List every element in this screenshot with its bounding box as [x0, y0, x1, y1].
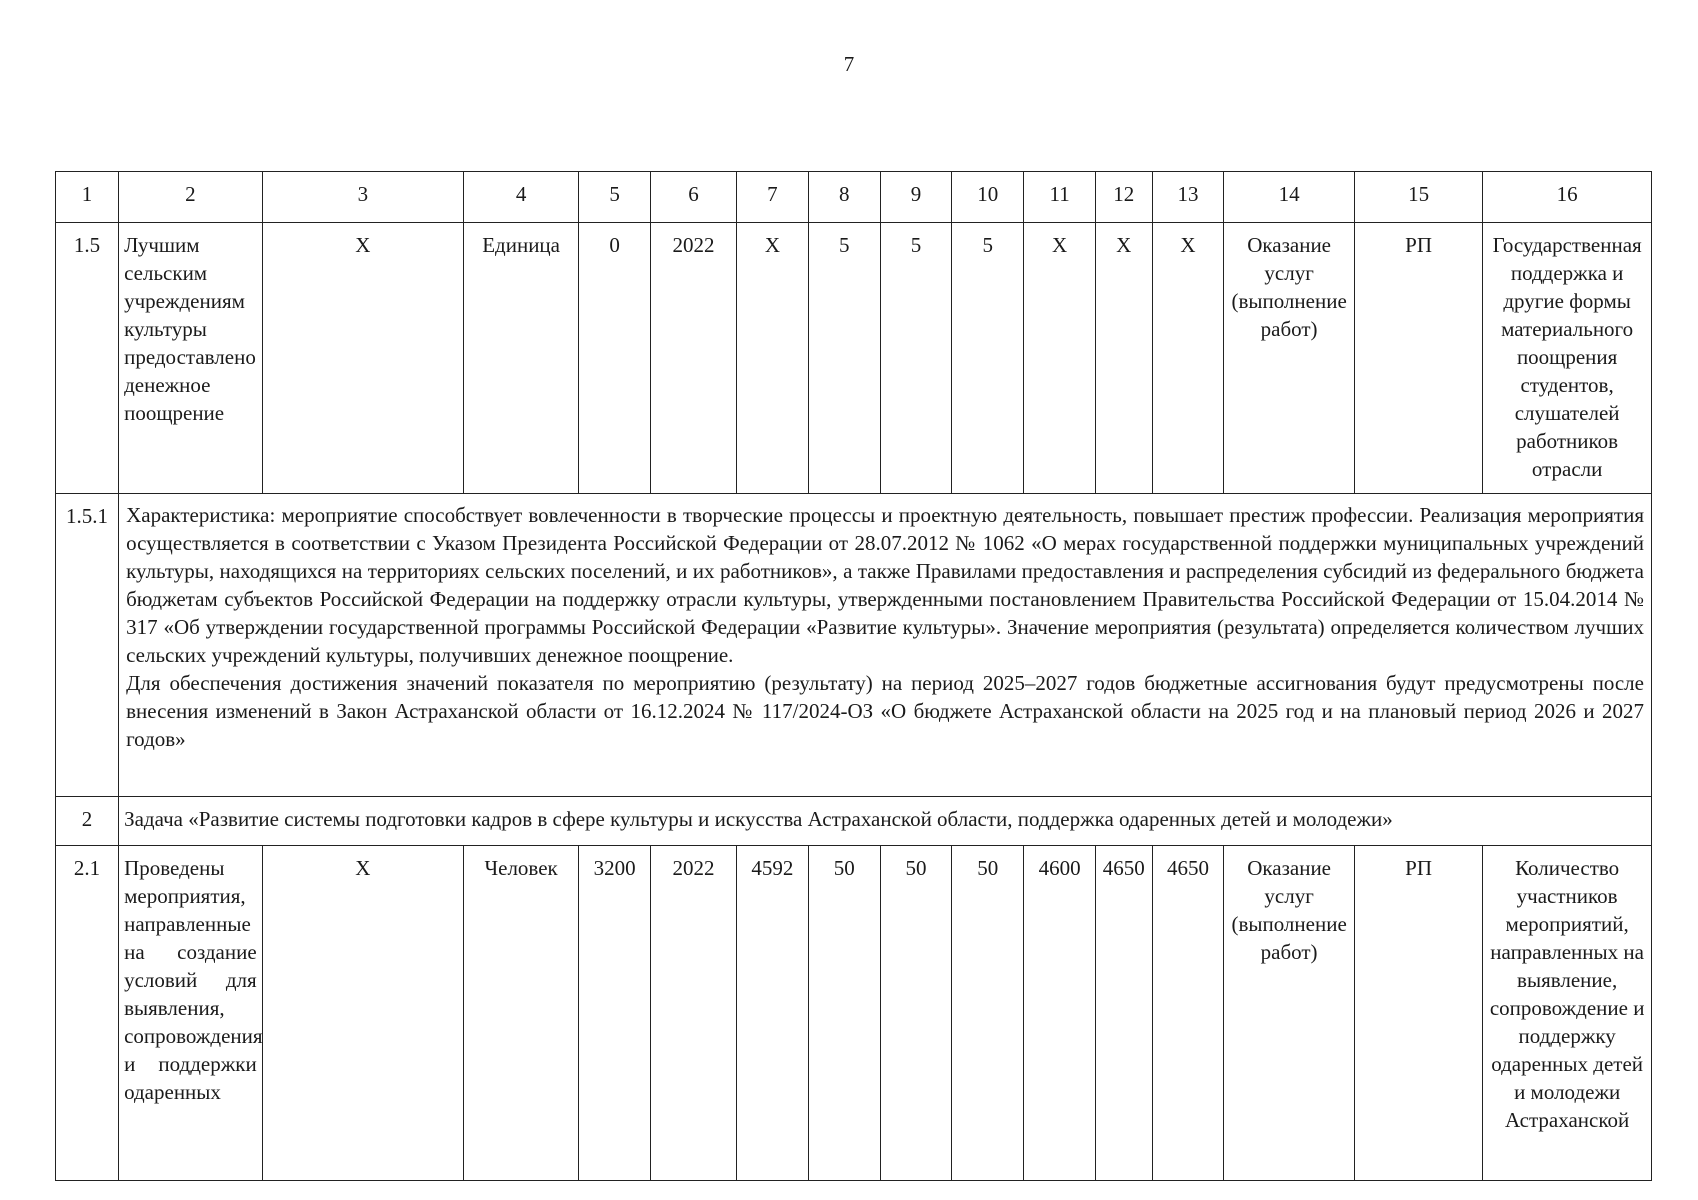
cell-col-11: 4600 [1024, 846, 1096, 1181]
header-cell: 12 [1095, 172, 1152, 223]
table-row [56, 223, 1652, 494]
cell-col-13: X [1152, 223, 1224, 494]
cell-col-13: 4650 [1152, 846, 1224, 1181]
row-number: 1.5 [56, 223, 119, 494]
result-name: Лучшим сельским учреждениям культуры предоставлено денежное поощрение [119, 223, 263, 494]
unit-cell: Единица [463, 223, 578, 494]
program-table [55, 171, 1652, 1181]
cell-col-8: 50 [808, 846, 880, 1181]
header-cell: 8 [808, 172, 880, 223]
row-number: 2 [56, 797, 119, 846]
row-number: 2.1 [56, 846, 119, 1181]
header-cell: 5 [579, 172, 651, 223]
header-cell: 14 [1224, 172, 1355, 223]
cell-col-9: 50 [880, 846, 952, 1181]
cell-col-7: 4592 [737, 846, 809, 1181]
header-cell: 7 [737, 172, 809, 223]
cell-col-3: X [262, 846, 463, 1181]
cell-col-16: Количество участников мероприятий, направленных на выявление, сопровождение и поддержку одаренных детей и молодежи Астраханской [1483, 846, 1652, 1181]
cell-col-3: X [262, 223, 463, 494]
page-number: 7 [843, 52, 855, 76]
description-paragraph: Для обеспечения достижения значений показателя по мероприятию (результату) на период 2025–2027 годов бюджетные ассигнования будут предусмотрены после внесения изменений в Закон Астраханской области от 16.12.2024 № 117/2024-ОЗ «О бюджете Астраханской области на 2025 год и на плановый период 2026 и 2027 годов» [126, 671, 1644, 751]
header-cell: 3 [262, 172, 463, 223]
cell-col-5: 3200 [579, 846, 651, 1181]
result-name: Проведены мероприятия, направленные на создание условий для выявления, сопровождения и поддержки одаренных [119, 846, 263, 1181]
header-cell: 10 [952, 172, 1024, 223]
header-cell: 16 [1483, 172, 1652, 223]
header-cell: 2 [119, 172, 263, 223]
header-cell: 13 [1152, 172, 1224, 223]
table-row [56, 797, 1652, 846]
header-cell: 6 [651, 172, 737, 223]
header-cell: 9 [880, 172, 952, 223]
cell-col-9: 5 [880, 223, 952, 494]
table-row [56, 494, 1652, 797]
unit-cell: Человек [463, 846, 578, 1181]
cell-col-6: 2022 [651, 846, 737, 1181]
row-number: 1.5.1 [56, 494, 119, 797]
header-cell: 15 [1354, 172, 1482, 223]
cell-col-11: X [1024, 223, 1096, 494]
result-type: Оказание услуг (выполнение работ) [1224, 223, 1355, 494]
description-cell [119, 494, 1652, 797]
header-cell: 1 [56, 172, 119, 223]
table-header-row [56, 172, 1652, 223]
description-paragraph: Характеристика: мероприятие способствует вовлеченности в творческие процессы и проектную деятельность, повышает престиж профессии. Реализация мероприятия осуществляется в соответствии с Указом Президента Российской Федерации от 28.07.2012 № 1062 «О мерах государственной поддержки муниципальных учреждений культуры, находящихся на территориях сельских поселений, и их работников», а также Правилами предоставления и распределения субсидий из федерального бюджета бюджетам субъектов Российской Федерации на поддержку отрасли культуры, утвержденными постановлением Правительства Российской Федерации от 15.04.2014 № 317 «Об утверждении государственной программы Российской Федерации «Развитие культуры». Значение мероприятия (результата) определяется количеством лучших сельских учреждений культуры, получивших денежное поощрение. [126, 503, 1644, 667]
cell-col-15: РП [1354, 223, 1482, 494]
table-row [56, 846, 1652, 1181]
result-type: Оказание услуг (выполнение работ) [1224, 846, 1355, 1181]
header-cell: 4 [463, 172, 578, 223]
cell-col-12: 4650 [1095, 846, 1152, 1181]
cell-col-10: 50 [952, 846, 1024, 1181]
cell-col-12: X [1095, 223, 1152, 494]
cell-col-10: 5 [952, 223, 1024, 494]
cell-col-5: 0 [579, 223, 651, 494]
cell-col-6: 2022 [651, 223, 737, 494]
cell-col-15: РП [1354, 846, 1482, 1181]
cell-col-16: Государственная поддержка и другие формы материального поощрения студентов, слушателей работников отрасли [1483, 223, 1652, 494]
task-heading: Задача «Развитие системы подготовки кадров в сфере культуры и искусства Астраханской области, поддержка одаренных детей и молодежи» [119, 797, 1652, 846]
cell-col-8: 5 [808, 223, 880, 494]
header-cell: 11 [1024, 172, 1096, 223]
cell-col-7: X [737, 223, 809, 494]
